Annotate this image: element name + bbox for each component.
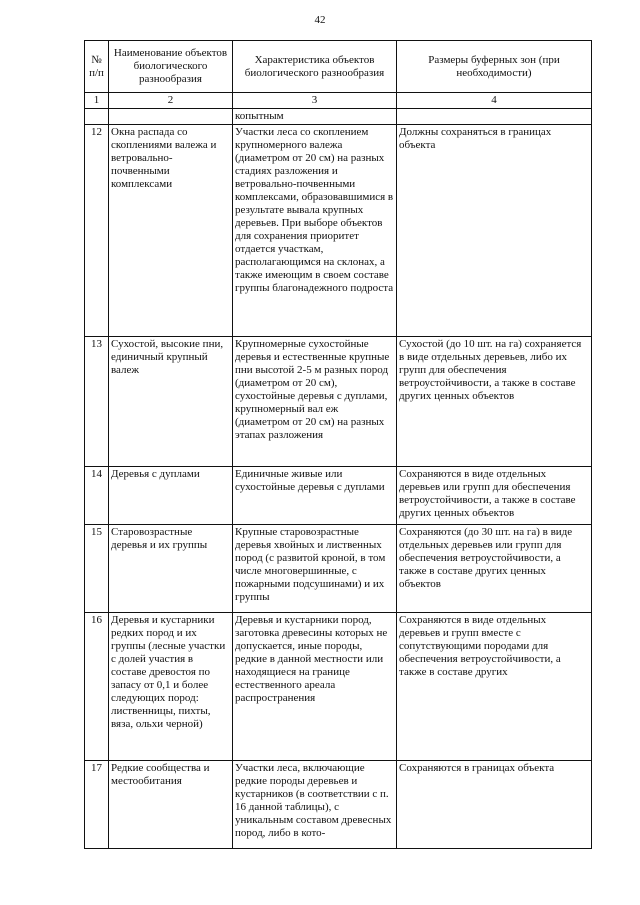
row-name <box>109 109 233 125</box>
row-description: Крупные старовозрастные деревья хвойных и лиственных пород (с развитой кроной, в том числе многовершинные, с пожарными подсушинами) и их группы <box>233 525 397 613</box>
row-num: 17 <box>85 761 109 849</box>
row-name: Деревья с дуплами <box>109 467 233 525</box>
row-description: Участки леса со скоплением крупномерного валежа (диаметром от 20 см) на разных стадиях разложения и ветровально-почвенными комплексами, образовавшимися в результате вывала крупных деревьев. При выборе объектов для сохранения приоритет отдается участкам, располагающимся на склонах, а также имеющим в своем составе группы благонадежного подроста <box>233 125 397 337</box>
column-number: 3 <box>233 93 397 109</box>
row-name: Окна распада со скоплениями валежа и ветровально-почвенными комплексами <box>109 125 233 337</box>
row-name: Редкие сообщества и местообитания <box>109 761 233 849</box>
row-name: Сухостой, высокие пни, единичный крупный валеж <box>109 337 233 467</box>
row-num: 13 <box>85 337 109 467</box>
row-num: 14 <box>85 467 109 525</box>
row-buffer <box>397 109 592 125</box>
row-buffer: Сохраняются (до 30 шт. на га) в виде отдельных деревьев или групп для обеспечения ветроустойчивости, а также в составе других ценных объектов <box>397 525 592 613</box>
header-num: № п/п <box>85 41 109 93</box>
row-num: 15 <box>85 525 109 613</box>
row-buffer: Сохраняются в виде отдельных деревьев или групп для обеспечения ветроустойчивости, а также в составе других ценных объектов <box>397 467 592 525</box>
page-number: 42 <box>314 14 326 26</box>
row-buffer: Сохраняются в виде отдельных деревьев и групп вместе с сопутствующими породами для обеспечения ветроустойчивости, а также в составе других <box>397 613 592 761</box>
row-num <box>85 109 109 125</box>
row-description: Деревья и кустарники пород, заготовка древесины которых не допускается, иные породы, редкие в данной местности или находящиеся на границе естественного ареала распространения <box>233 613 397 761</box>
row-num: 12 <box>85 125 109 337</box>
column-number: 2 <box>109 93 233 109</box>
row-buffer: Сухостой (до 10 шт. на га) сохраняется в виде отдельных деревьев, либо их групп для обеспечения ветроустойчивости, а также в составе других ценных объектов <box>397 337 592 467</box>
continuation-row <box>85 109 592 125</box>
row-description: Участки леса, включающие редкие породы деревьев и кустарников (в соответствии с п. 16 данной таблицы), с уникальным составом древесных пород, либо в кото- <box>233 761 397 849</box>
row-name: Старовозрастные деревья и их группы <box>109 525 233 613</box>
header-name: Наименование объектов биологического разнообразия <box>109 41 233 93</box>
row-buffer: Должны сохраняться в границах объекта <box>397 125 592 337</box>
row-description: Крупномерные сухостойные деревья и естественные крупные пни высотой 2-5 м разных пород (диаметром от 20 см), сухостойные деревья с дуплами, крупномерный вал еж (диаметром от 20 см) на разных этапах разложения <box>233 337 397 467</box>
table-row <box>85 761 592 849</box>
row-buffer: Сохраняются в границах объекта <box>397 761 592 849</box>
table-row <box>85 125 592 337</box>
column-number: 1 <box>85 93 109 109</box>
table-row <box>85 337 592 467</box>
column-numbers-row <box>85 93 592 109</box>
table-row <box>85 467 592 525</box>
table-row <box>85 525 592 613</box>
biodiversity-table <box>84 40 592 849</box>
column-number: 4 <box>397 93 592 109</box>
table-row <box>85 613 592 761</box>
row-name: Деревья и кустарники редких пород и их группы (лесные участки с долей участия в составе древостоя по запасу от 0,1 и более следующих пород: лиственницы, пихты, вяза, ольхи черной) <box>109 613 233 761</box>
row-description: Единичные живые или сухостойные деревья с дуплами <box>233 467 397 525</box>
row-description: копытным <box>233 109 397 125</box>
header-buffer: Размеры буферных зон (при необходимости) <box>397 41 592 93</box>
header-description: Характеристика объектов биологического разнообразия <box>233 41 397 93</box>
row-num: 16 <box>85 613 109 761</box>
table-header-row <box>85 41 592 93</box>
